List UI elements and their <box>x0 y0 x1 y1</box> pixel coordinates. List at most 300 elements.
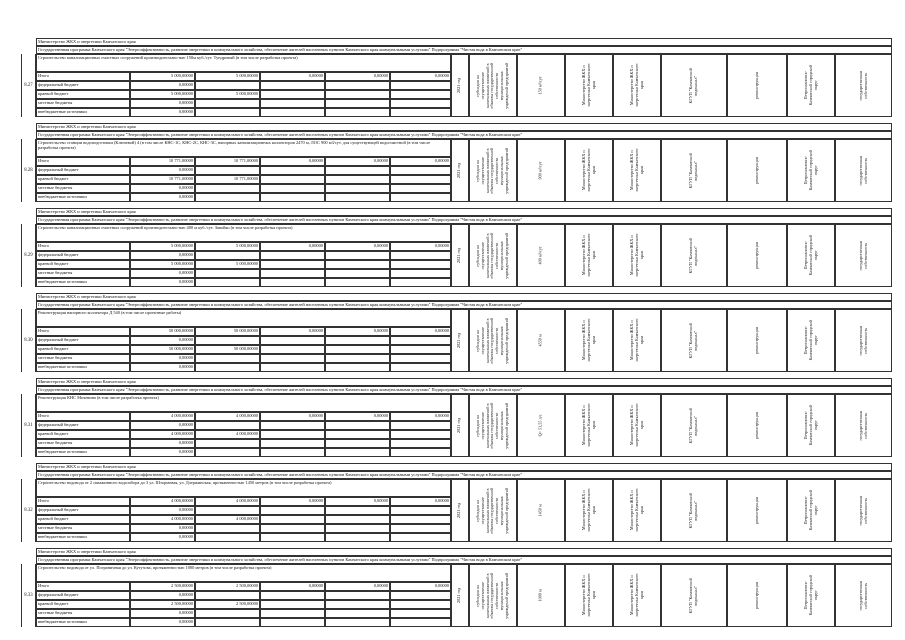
capacity-cell: 1450 м <box>517 479 565 542</box>
value-cell: 50 000,00000 <box>130 345 195 354</box>
value-cell: 0,00000 <box>260 72 325 81</box>
value-cell: 5 000,00000 <box>130 72 195 81</box>
builder-cell: КГУП "Камчатский водоканал" <box>661 139 727 202</box>
locality-cell: Петропавловск-Камчатский городской округ <box>787 564 835 627</box>
value-cell <box>390 108 451 117</box>
status-cell: реконструкция <box>727 394 787 457</box>
fin-label: краевой бюджет <box>36 175 130 184</box>
value-cell <box>195 439 260 448</box>
purpose-cell: субсидии на осуществление капитальных вложений в объекты государственной собственности муниципальных учреждений предприятий <box>469 139 517 202</box>
value-cell: 0,00000 <box>325 157 390 166</box>
ministry-cell: Министерство ЖКХ и энергетики Камчатского края <box>36 38 892 46</box>
value-cell: 0,00000 <box>130 269 195 278</box>
customer-cell: Министерство ЖКХ и энергетики Камчатского края <box>565 139 613 202</box>
program-cell: Государственная программа Камчатского края "Энергоэффективность, развитие энергетики и коммунального хозяйства, обеспечение жителей населенных пунктов Камчатского края коммунальными услугами" Подпрограмма "Чистая вода в Камчатском крае" <box>36 46 892 54</box>
value-cell: 0,00000 <box>325 582 390 591</box>
value-cell: 0,00000 <box>130 81 195 90</box>
value-cell <box>260 260 325 269</box>
fin-label: Итого <box>36 497 130 506</box>
fin-label: местные бюджеты <box>36 184 130 193</box>
fin-label: федеральный бюджет <box>36 166 130 175</box>
value-cell <box>260 251 325 260</box>
value-cell <box>325 260 390 269</box>
locality-cell: Петропавловск-Камчатский городской округ <box>787 54 835 117</box>
row-number: 8.28 <box>21 139 36 202</box>
value-cell <box>390 439 451 448</box>
value-cell <box>260 193 325 202</box>
value-cell: 0,00000 <box>260 157 325 166</box>
value-cell: 2 500,00000 <box>195 600 260 609</box>
customer-cell: Министерство ЖКХ и энергетики Камчатского края <box>565 309 613 372</box>
value-cell <box>260 278 325 287</box>
value-cell: 5 000,00000 <box>195 260 260 269</box>
value-cell <box>390 448 451 457</box>
purpose-cell: субсидии на осуществление капитальных вложений в объекты государственной собственности муниципальных учреждений предприятий <box>469 394 517 457</box>
fin-label: краевой бюджет <box>36 430 130 439</box>
purpose-cell: субсидии на осуществление капитальных вложений в объекты государственной собственности муниципальных учреждений предприятий <box>469 564 517 627</box>
status-cell: реконструкция <box>727 224 787 287</box>
locality-cell: Петропавловск-Камчатский городской округ <box>787 224 835 287</box>
ministry-cell: Министерство ЖКХ и энергетики Камчатского края <box>36 208 892 216</box>
value-cell <box>390 269 451 278</box>
value-cell <box>195 421 260 430</box>
value-cell <box>260 618 325 627</box>
agent-cell: Министерство ЖКХ и энергетики Камчатского края <box>613 394 661 457</box>
fin-label: внебюджетные источники <box>36 278 130 287</box>
value-cell <box>325 108 390 117</box>
value-cell: 10 771,00000 <box>130 157 195 166</box>
value-cell <box>195 251 260 260</box>
value-cell: 0,00000 <box>130 166 195 175</box>
value-cell: 4 000,00000 <box>195 430 260 439</box>
capacity-cell: 400 м³/сут <box>517 224 565 287</box>
value-cell <box>390 278 451 287</box>
value-cell: 5 000,00000 <box>195 72 260 81</box>
agent-cell: Министерство ЖКХ и энергетики Камчатского края <box>613 139 661 202</box>
value-cell: 4 000,00000 <box>195 412 260 421</box>
value-cell <box>260 363 325 372</box>
table-row <box>21 378 892 457</box>
fin-label: федеральный бюджет <box>36 81 130 90</box>
year-cell: 2021 год <box>451 564 469 627</box>
capacity-cell: 900 м³/сут <box>517 139 565 202</box>
value-cell <box>390 336 451 345</box>
object-title-cell: Строительство канализационных очистных сооружений производительностью 150м куб./сут. Тундровый (в том числе разработка проекта) <box>36 54 451 72</box>
value-cell: 50 000,00000 <box>130 327 195 336</box>
fin-label: местные бюджеты <box>36 269 130 278</box>
capacity-cell: 150 м³/сут <box>517 54 565 117</box>
ministry-cell: Министерство ЖКХ и энергетики Камчатского края <box>36 123 892 131</box>
value-cell: 0,00000 <box>325 242 390 251</box>
value-cell: 0,00000 <box>130 363 195 372</box>
fin-label: федеральный бюджет <box>36 591 130 600</box>
value-cell <box>325 345 390 354</box>
row-number: 8.32 <box>21 479 36 542</box>
fin-label: краевой бюджет <box>36 515 130 524</box>
value-cell: 0,00000 <box>390 582 451 591</box>
value-cell <box>390 515 451 524</box>
value-cell <box>325 251 390 260</box>
locality-cell: Петропавловск-Камчатский городской округ <box>787 309 835 372</box>
value-cell <box>195 609 260 618</box>
value-cell <box>390 193 451 202</box>
agent-cell: Министерство ЖКХ и энергетики Камчатского края <box>613 224 661 287</box>
fin-label: внебюджетные источники <box>36 533 130 542</box>
fin-label: Итого <box>36 72 130 81</box>
builder-cell: КГУП "Камчатский водоканал" <box>661 54 727 117</box>
value-cell: 0,00000 <box>390 72 451 81</box>
value-cell <box>325 166 390 175</box>
value-cell <box>260 269 325 278</box>
value-cell <box>390 609 451 618</box>
value-cell <box>325 421 390 430</box>
value-cell <box>195 193 260 202</box>
table-row <box>21 548 892 627</box>
fin-label: внебюджетные источники <box>36 108 130 117</box>
fin-label: внебюджетные источники <box>36 448 130 457</box>
table-row <box>21 123 892 202</box>
agent-cell: Министерство ЖКХ и энергетики Камчатского края <box>613 309 661 372</box>
value-cell <box>325 524 390 533</box>
value-cell: 10 771,00000 <box>130 175 195 184</box>
row-number: 8.31 <box>21 394 36 457</box>
value-cell <box>260 591 325 600</box>
value-cell <box>195 363 260 372</box>
owner-cell: государственная собственность <box>835 139 892 202</box>
value-cell <box>195 166 260 175</box>
value-cell <box>260 524 325 533</box>
value-cell: 0,00000 <box>390 242 451 251</box>
fin-label: внебюджетные источники <box>36 618 130 627</box>
value-cell: 5 000,00000 <box>130 260 195 269</box>
status-cell: реконструкция <box>727 139 787 202</box>
customer-cell: Министерство ЖКХ и энергетики Камчатского края <box>565 479 613 542</box>
program-cell: Государственная программа Камчатского края "Энергоэффективность, развитие энергетики и коммунального хозяйства, обеспечение жителей населенных пунктов Камчатского края коммунальными услугами" Подпрограмма "Чистая вода в Камчатском крае" <box>36 556 892 564</box>
builder-cell: КГУП "Камчатский водоканал" <box>661 309 727 372</box>
value-cell <box>260 99 325 108</box>
value-cell: 0,00000 <box>130 354 195 363</box>
agent-cell: Министерство ЖКХ и энергетики Камчатского края <box>613 54 661 117</box>
object-title-cell: Строительство канализационных очистных сооружений производительностью 400 м куб./сут. Завойко (в том числе разработка проекта) <box>36 224 451 242</box>
table-row <box>21 293 892 372</box>
value-cell <box>260 430 325 439</box>
year-cell: 2021 год <box>451 139 469 202</box>
value-cell <box>390 166 451 175</box>
status-cell: реконструкция <box>727 479 787 542</box>
value-cell: 0,00000 <box>130 524 195 533</box>
fin-label: федеральный бюджет <box>36 506 130 515</box>
value-cell <box>325 600 390 609</box>
value-cell <box>195 448 260 457</box>
value-cell: 4 000,00000 <box>130 497 195 506</box>
value-cell <box>390 506 451 515</box>
value-cell <box>195 354 260 363</box>
value-cell <box>325 193 390 202</box>
fin-label: краевой бюджет <box>36 90 130 99</box>
value-cell <box>195 278 260 287</box>
customer-cell: Министерство ЖКХ и энергетики Камчатского края <box>565 564 613 627</box>
object-title-cell: Реконструкция напорного коллектора Д 540 (в том числе проектные работы) <box>36 309 451 327</box>
value-cell: 0,00000 <box>130 448 195 457</box>
value-cell <box>325 278 390 287</box>
value-cell: 0,00000 <box>130 99 195 108</box>
value-cell: 0,00000 <box>130 609 195 618</box>
value-cell <box>325 90 390 99</box>
fin-label: местные бюджеты <box>36 99 130 108</box>
value-cell <box>325 363 390 372</box>
ministry-cell: Министерство ЖКХ и энергетики Камчатского края <box>36 378 892 386</box>
value-cell <box>260 90 325 99</box>
owner-cell: государственная собственность <box>835 394 892 457</box>
status-cell: реконструкция <box>727 564 787 627</box>
row-number: 8.27 <box>21 54 36 117</box>
value-cell <box>390 363 451 372</box>
value-cell <box>195 524 260 533</box>
value-cell <box>260 336 325 345</box>
customer-cell: Министерство ЖКХ и энергетики Камчатского края <box>565 54 613 117</box>
value-cell <box>260 515 325 524</box>
value-cell <box>195 99 260 108</box>
fin-label: федеральный бюджет <box>36 336 130 345</box>
builder-cell: КГУП "Камчатский водоканал" <box>661 224 727 287</box>
value-cell: 4 000,00000 <box>130 412 195 421</box>
value-cell: 50 000,00000 <box>195 345 260 354</box>
value-cell <box>325 506 390 515</box>
value-cell: 0,00000 <box>325 72 390 81</box>
value-cell: 0,00000 <box>390 157 451 166</box>
program-cell: Государственная программа Камчатского края "Энергоэффективность, развитие энергетики и коммунального хозяйства, обеспечение жителей населенных пунктов Камчатского края коммунальными услугами" Подпрограмма "Чистая вода в Камчатском крае" <box>36 131 892 139</box>
ministry-cell: Министерство ЖКХ и энергетики Камчатского края <box>36 293 892 301</box>
value-cell <box>390 175 451 184</box>
fin-label: Итого <box>36 242 130 251</box>
locality-cell: Петропавловск-Камчатский городской округ <box>787 139 835 202</box>
purpose-cell: субсидии на осуществление капитальных вложений в объекты государственной собственности муниципальных учреждений предприятий <box>469 309 517 372</box>
value-cell: 0,00000 <box>130 533 195 542</box>
value-cell <box>260 81 325 90</box>
value-cell: 0,00000 <box>325 327 390 336</box>
fin-label: местные бюджеты <box>36 439 130 448</box>
value-cell <box>195 533 260 542</box>
value-cell: 4 000,00000 <box>195 515 260 524</box>
purpose-cell: субсидии на осуществление капитальных вложений в объекты государственной собственности муниципальных учреждений предприятий <box>469 479 517 542</box>
value-cell <box>390 99 451 108</box>
year-cell: 2021 год <box>451 394 469 457</box>
value-cell: 0,00000 <box>260 327 325 336</box>
value-cell <box>325 609 390 618</box>
table-row <box>21 208 892 287</box>
owner-cell: государственная собственность <box>835 224 892 287</box>
value-cell <box>325 269 390 278</box>
value-cell <box>390 533 451 542</box>
program-cell: Государственная программа Камчатского края "Энергоэффективность, развитие энергетики и коммунального хозяйства, обеспечение жителей населенных пунктов Камчатского края коммунальными услугами" Подпрограмма "Чистая вода в Камчатском крае" <box>36 386 892 394</box>
value-cell <box>195 506 260 515</box>
value-cell: 0,00000 <box>260 412 325 421</box>
value-cell: 0,00000 <box>260 497 325 506</box>
value-cell: 0,00000 <box>130 506 195 515</box>
status-cell: реконструкция <box>727 309 787 372</box>
year-cell: 2021 год <box>451 54 469 117</box>
value-cell: 0,00000 <box>390 412 451 421</box>
value-cell <box>260 184 325 193</box>
fin-label: краевой бюджет <box>36 600 130 609</box>
value-cell: 0,00000 <box>130 193 195 202</box>
value-cell: 50 000,00000 <box>195 327 260 336</box>
value-cell: 0,00000 <box>130 336 195 345</box>
value-cell <box>195 269 260 278</box>
value-cell: 4 000,00000 <box>130 515 195 524</box>
value-cell <box>390 260 451 269</box>
program-cell: Государственная программа Камчатского края "Энергоэффективность, развитие энергетики и коммунального хозяйства, обеспечение жителей населенных пунктов Камчатского края коммунальными услугами" Подпрограмма "Чистая вода в Камчатском крае" <box>36 301 892 309</box>
owner-cell: государственная собственность <box>835 564 892 627</box>
value-cell <box>195 591 260 600</box>
fin-label: Итого <box>36 412 130 421</box>
owner-cell: государственная собственность <box>835 54 892 117</box>
value-cell: 10 771,00000 <box>195 175 260 184</box>
fin-label: Итого <box>36 157 130 166</box>
fin-label: внебюджетные источники <box>36 193 130 202</box>
value-cell <box>390 90 451 99</box>
table-row <box>21 38 892 117</box>
row-number: 8.29 <box>21 224 36 287</box>
value-cell <box>195 336 260 345</box>
value-cell <box>260 175 325 184</box>
year-cell: 2021 год <box>451 479 469 542</box>
fin-label: федеральный бюджет <box>36 421 130 430</box>
owner-cell: государственная собственность <box>835 479 892 542</box>
value-cell <box>390 354 451 363</box>
value-cell <box>260 421 325 430</box>
value-cell <box>260 533 325 542</box>
fin-label: краевой бюджет <box>36 345 130 354</box>
value-cell <box>325 99 390 108</box>
fin-label: Итого <box>36 327 130 336</box>
value-cell <box>195 184 260 193</box>
value-cell <box>325 515 390 524</box>
value-cell: 0,00000 <box>260 582 325 591</box>
value-cell: 2 500,00000 <box>130 600 195 609</box>
value-cell: 10 771,00000 <box>195 157 260 166</box>
value-cell <box>260 354 325 363</box>
customer-cell: Министерство ЖКХ и энергетики Камчатского края <box>565 224 613 287</box>
object-title-cell: Реконструкция КНС Мочевина (в том числе разработка проекта) <box>36 394 451 412</box>
value-cell: 0,00000 <box>130 618 195 627</box>
value-cell <box>325 618 390 627</box>
object-title-cell: Строительство водовода от 2 скважинного водозабора до 3 ул. Штормовая, ул. Дзержинская, протяженностью 1450 метров (в том числе разработка проекта) <box>36 479 451 497</box>
value-cell: 0,00000 <box>130 439 195 448</box>
value-cell <box>260 166 325 175</box>
value-cell: 0,00000 <box>130 421 195 430</box>
builder-cell: КГУП "Камчатский водоканал" <box>661 479 727 542</box>
object-title-cell: Строительство водовода от ул. Пограничная до ул. Кутузова, протяженностью 1000 метров (в том числе разработка проекта) <box>36 564 451 582</box>
value-cell: 0,00000 <box>130 251 195 260</box>
fin-label: местные бюджеты <box>36 609 130 618</box>
value-cell <box>390 591 451 600</box>
value-cell <box>325 591 390 600</box>
value-cell <box>325 175 390 184</box>
fin-label: краевой бюджет <box>36 260 130 269</box>
value-cell <box>390 421 451 430</box>
value-cell <box>260 345 325 354</box>
value-cell <box>325 336 390 345</box>
value-cell <box>325 430 390 439</box>
table-row <box>21 463 892 542</box>
owner-cell: государственная собственность <box>835 309 892 372</box>
value-cell <box>260 439 325 448</box>
purpose-cell: субсидии на осуществление капитальных вложений в объекты государственной собственности муниципальных учреждений предприятий <box>469 54 517 117</box>
value-cell <box>260 448 325 457</box>
capacity-cell: Q= 51,55 л/с <box>517 394 565 457</box>
value-cell: 0,00000 <box>390 497 451 506</box>
value-cell <box>390 524 451 533</box>
fin-label: Итого <box>36 582 130 591</box>
value-cell: 0,00000 <box>130 591 195 600</box>
row-number: 8.33 <box>21 564 36 627</box>
value-cell <box>260 506 325 515</box>
value-cell <box>325 533 390 542</box>
value-cell: 0,00000 <box>130 108 195 117</box>
customer-cell: Министерство ЖКХ и энергетики Камчатского края <box>565 394 613 457</box>
ministry-cell: Министерство ЖКХ и энергетики Камчатского края <box>36 463 892 471</box>
value-cell <box>390 345 451 354</box>
value-cell: 2 500,00000 <box>195 582 260 591</box>
value-cell: 5 000,00000 <box>130 242 195 251</box>
locality-cell: Петропавловск-Камчатский городской округ <box>787 394 835 457</box>
value-cell <box>325 354 390 363</box>
value-cell: 0,00000 <box>325 412 390 421</box>
locality-cell: Петропавловск-Камчатский городской округ <box>787 479 835 542</box>
value-cell <box>325 439 390 448</box>
builder-cell: КГУП "Камчатский водоканал" <box>661 394 727 457</box>
capacity-cell: 4550 м <box>517 309 565 372</box>
object-title-cell: Строительство станции водоподготовки (Ключевой) 4 (в том числе КНС-1С, КНС-2С, КНС-3С, напорных канализационных коллекторов 2470 м, ЛОС 900 м3/сут. для существующей водоочистной (в том числе разработка проекта) <box>36 139 451 157</box>
value-cell: 5 000,00000 <box>195 242 260 251</box>
value-cell <box>195 618 260 627</box>
fin-label: внебюджетные источники <box>36 363 130 372</box>
fin-label: местные бюджеты <box>36 354 130 363</box>
value-cell <box>390 251 451 260</box>
value-cell <box>260 600 325 609</box>
value-cell <box>390 600 451 609</box>
value-cell: 0,00000 <box>260 242 325 251</box>
capacity-cell: 1000 м <box>517 564 565 627</box>
value-cell <box>390 184 451 193</box>
value-cell <box>390 430 451 439</box>
agent-cell: Министерство ЖКХ и энергетики Камчатского края <box>613 479 661 542</box>
value-cell: 5 000,00000 <box>130 90 195 99</box>
value-cell <box>260 609 325 618</box>
value-cell: 0,00000 <box>130 184 195 193</box>
row-number: 8.30 <box>21 309 36 372</box>
value-cell: 2 500,00000 <box>130 582 195 591</box>
value-cell <box>195 81 260 90</box>
agent-cell: Министерство ЖКХ и энергетики Камчатского края <box>613 564 661 627</box>
ministry-cell: Министерство ЖКХ и энергетики Камчатского края <box>36 548 892 556</box>
value-cell: 0,00000 <box>325 497 390 506</box>
value-cell: 5 000,00000 <box>195 90 260 99</box>
value-cell <box>390 618 451 627</box>
fin-label: федеральный бюджет <box>36 251 130 260</box>
value-cell: 4 000,00000 <box>130 430 195 439</box>
value-cell: 0,00000 <box>390 327 451 336</box>
builder-cell: КГУП "Камчатский водоканал" <box>661 564 727 627</box>
status-cell: реконструкция <box>727 54 787 117</box>
program-cell: Государственная программа Камчатского края "Энергоэффективность, развитие энергетики и коммунального хозяйства, обеспечение жителей населенных пунктов Камчатского края коммунальными услугами" Подпрограмма "Чистая вода в Камчатском крае" <box>36 471 892 479</box>
year-cell: 2021 год <box>451 224 469 287</box>
value-cell <box>390 81 451 90</box>
program-cell: Государственная программа Камчатского края "Энергоэффективность, развитие энергетики и коммунального хозяйства, обеспечение жителей населенных пунктов Камчатского края коммунальными услугами" Подпрограмма "Чистая вода в Камчатском крае" <box>36 216 892 224</box>
year-cell: 2021 год <box>451 309 469 372</box>
value-cell <box>260 108 325 117</box>
